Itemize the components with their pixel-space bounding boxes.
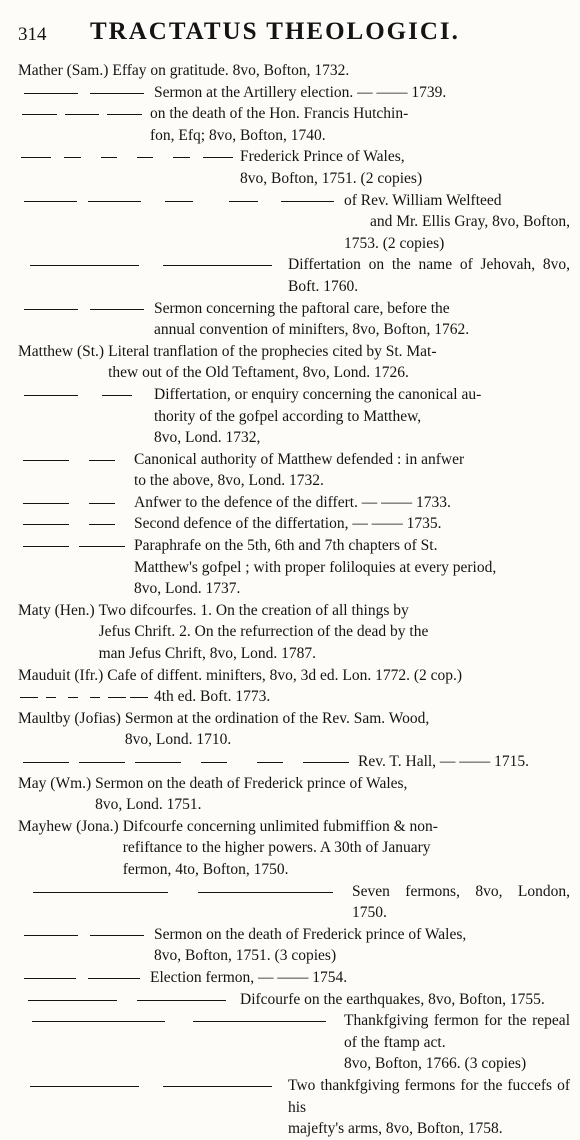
entry-text bbox=[95, 773, 570, 816]
ditto-rule-line bbox=[24, 201, 77, 202]
catalogue-entry bbox=[18, 146, 570, 189]
ditto-rule bbox=[18, 535, 130, 555]
entry-text bbox=[288, 254, 570, 297]
catalogue-entry bbox=[18, 190, 570, 255]
catalogue-entry bbox=[18, 600, 570, 665]
author-heading: Matthew (St.) bbox=[18, 342, 105, 360]
running-title: TRACTATUS THEOLOGICI. bbox=[90, 18, 460, 45]
entry-text bbox=[134, 492, 570, 514]
entry-line: Cafe of diffent. minifters, 8vo, 3d ed. Lon. 1772. (2 cop.) bbox=[107, 666, 463, 684]
entry-text bbox=[154, 298, 570, 341]
entry-line: Sermon on the death of Frederick prince of Wales, bbox=[95, 774, 408, 792]
ditto-rule-line bbox=[24, 935, 78, 936]
catalogue-entry bbox=[18, 967, 570, 989]
entry-text bbox=[134, 513, 570, 535]
entry-line: 8vo, Lond. 1737. bbox=[134, 580, 241, 598]
entry-line: on the death of the Hon. Francis Hutchin- bbox=[150, 105, 409, 123]
ditto-rule-line bbox=[165, 201, 194, 202]
entry-line: 8vo, Lond. 1751. bbox=[95, 796, 202, 814]
ditto-rule-line bbox=[23, 524, 69, 525]
catalogue-entry bbox=[18, 535, 570, 600]
ditto-rule-line bbox=[88, 978, 140, 979]
ditto-rule-line bbox=[257, 762, 282, 763]
catalogue-entry bbox=[18, 103, 570, 146]
entry-text bbox=[344, 1010, 570, 1075]
entry-line: man Jefus Chrift, 8vo, Lond. 1787. bbox=[98, 645, 317, 663]
entry-line: Canonical authority of Matthew defended : in anfwer bbox=[134, 450, 465, 468]
ditto-rule-line bbox=[21, 157, 51, 158]
entry-text bbox=[107, 665, 570, 687]
ditto-rule bbox=[18, 686, 150, 706]
ditto-rule-line bbox=[101, 157, 117, 158]
ditto-rule bbox=[18, 103, 146, 123]
ditto-rule-line bbox=[203, 157, 233, 158]
catalogue-entry bbox=[18, 1010, 570, 1075]
catalogue-entry bbox=[18, 881, 570, 924]
ditto-rule bbox=[18, 924, 150, 944]
entry-line: Frederick Prince of Wales, bbox=[240, 148, 405, 166]
catalogue-entry bbox=[18, 773, 570, 816]
entry-text bbox=[154, 384, 570, 449]
author-heading: Mather (Sam.) bbox=[18, 62, 109, 79]
entry-line: thority of the gofpel according to Matthew, bbox=[154, 407, 422, 425]
ditto-rule-line bbox=[23, 762, 69, 763]
ditto-rule-line bbox=[22, 114, 57, 115]
author-heading: Mayhew (Jona.) bbox=[18, 817, 119, 835]
ditto-rule-line bbox=[137, 157, 153, 158]
entry-line: Differtation, or enquiry concerning the canonical au- bbox=[154, 385, 482, 403]
ditto-rule bbox=[18, 1010, 340, 1030]
entry-line: Anfwer to the defence of the differt. — —— 1733. bbox=[134, 493, 451, 511]
ditto-rule-line bbox=[229, 201, 258, 202]
catalogue-entry bbox=[18, 989, 570, 1011]
ditto-rule bbox=[18, 513, 130, 533]
ditto-rule-line bbox=[163, 265, 272, 266]
entry-line: Thankfgiving fermon for the repeal of the ftamp act. bbox=[344, 1012, 570, 1051]
entry-line: Second defence of the differtation, — —— 1735. bbox=[134, 515, 442, 533]
catalogue-entry bbox=[18, 1075, 570, 1140]
ditto-rule-line bbox=[89, 460, 114, 461]
entry-line: 8vo, Lond. 1710. bbox=[124, 731, 232, 749]
ditto-rule-line bbox=[24, 395, 78, 396]
entry-text bbox=[154, 924, 570, 967]
ditto-rule bbox=[18, 967, 146, 987]
catalogue-entry bbox=[18, 816, 570, 881]
ditto-rule-line bbox=[46, 697, 56, 698]
entry-line: Election fermon, — —— 1754. bbox=[150, 968, 348, 986]
catalogue-entry bbox=[18, 686, 570, 708]
ditto-rule bbox=[18, 492, 130, 512]
ditto-rule-line bbox=[30, 1086, 139, 1087]
catalogue-entry bbox=[18, 82, 570, 104]
ditto-rule-line bbox=[90, 935, 144, 936]
ditto-rule-line bbox=[32, 1021, 164, 1022]
ditto-rule bbox=[18, 1075, 284, 1095]
entry-text bbox=[134, 449, 570, 492]
ditto-rule bbox=[18, 254, 284, 274]
entry-line: Differtation on the name of Jehovah, 8vo, Boft. 1760. bbox=[288, 256, 570, 295]
ditto-rule-line bbox=[89, 524, 114, 525]
catalogue-entry bbox=[18, 708, 570, 751]
catalogue-entry bbox=[18, 341, 570, 384]
ditto-rule-line bbox=[303, 762, 349, 763]
entry-line: Sermon at the ordination of the Rev. Sam. Wood, bbox=[124, 709, 430, 727]
ditto-rule-line bbox=[198, 892, 333, 893]
catalogue-entries bbox=[18, 60, 570, 1140]
catalogue-entry bbox=[18, 492, 570, 514]
entry-line: Two thankfgiving fermons for the fuccefs of his bbox=[288, 1076, 570, 1116]
entry-line: fon, Efq; 8vo, Bofton, 1740. bbox=[150, 126, 326, 144]
ditto-rule-line bbox=[64, 157, 80, 158]
catalogue-entry bbox=[18, 665, 570, 687]
entry-text bbox=[150, 967, 570, 989]
entry-text bbox=[240, 989, 570, 1011]
ditto-rule bbox=[18, 298, 150, 318]
entry-line: and Mr. Ellis Gray, 8vo, Bofton, 1753. (2 copies) bbox=[344, 213, 570, 252]
entry-text bbox=[358, 751, 570, 773]
ditto-rule-line bbox=[30, 265, 139, 266]
entry-line: 4th ed. Boft. 1773. bbox=[154, 688, 271, 706]
entry-text bbox=[240, 146, 570, 189]
entry-line: 8vo, Bofton, 1751. (3 copies) bbox=[154, 947, 337, 965]
entry-text bbox=[154, 686, 570, 708]
entry-line: to the above, 8vo, Lond. 1732. bbox=[134, 472, 324, 490]
entry-line: thew out of the Old Teftament, 8vo, Lond. 1726. bbox=[108, 364, 409, 382]
entry-line: Seven fermons, 8vo, London, 1750. bbox=[352, 882, 570, 922]
ditto-rule-line bbox=[24, 309, 78, 310]
ditto-rule-line bbox=[108, 697, 126, 698]
catalogue-entry bbox=[18, 254, 570, 297]
ditto-rule-line bbox=[24, 978, 76, 979]
entry-line: 8vo, Bofton, 1751. (2 copies) bbox=[240, 169, 423, 187]
ditto-rule-line bbox=[68, 697, 78, 698]
ditto-rule-line bbox=[88, 201, 141, 202]
entry-text bbox=[112, 60, 570, 82]
ditto-rule-line bbox=[90, 697, 100, 698]
ditto-rule-line bbox=[24, 93, 78, 94]
ditto-rule bbox=[18, 751, 354, 771]
entry-line: fermon, 4to, Bofton, 1750. bbox=[122, 860, 289, 878]
catalogue-entry bbox=[18, 60, 570, 82]
entry-text bbox=[344, 190, 570, 255]
catalogue-entry bbox=[18, 384, 570, 449]
entry-line: of Rev. William Welfteed bbox=[344, 191, 502, 209]
entry-line: Sermon on the death of Frederick prince of Wales, bbox=[154, 925, 467, 943]
entry-line: 8vo, Lond. 1732, bbox=[154, 429, 261, 447]
catalogue-entry bbox=[18, 449, 570, 492]
page-number: 314 bbox=[18, 24, 47, 45]
ditto-rule-line bbox=[107, 114, 142, 115]
ditto-rule bbox=[18, 384, 150, 404]
author-heading: May (Wm.) bbox=[18, 774, 92, 792]
entry-line: Difcourfe concerning unlimited fubmiffion & non- bbox=[122, 817, 438, 835]
ditto-rule-line bbox=[65, 114, 100, 115]
ditto-rule-line bbox=[173, 157, 189, 158]
ditto-rule-line bbox=[23, 546, 69, 547]
ditto-rule bbox=[18, 989, 236, 1009]
entry-text bbox=[288, 1075, 570, 1140]
ditto-rule-line bbox=[33, 892, 168, 893]
ditto-rule-line bbox=[20, 697, 38, 698]
ditto-rule-line bbox=[281, 201, 334, 202]
catalogue-entry bbox=[18, 924, 570, 967]
ditto-rule-line bbox=[90, 309, 144, 310]
ditto-rule-line bbox=[23, 460, 69, 461]
entry-text bbox=[134, 535, 570, 600]
catalogue-entry bbox=[18, 513, 570, 535]
ditto-rule-line bbox=[79, 762, 125, 763]
ditto-rule bbox=[18, 449, 130, 469]
ditto-rule-line bbox=[90, 93, 144, 94]
entry-text bbox=[99, 600, 570, 665]
entry-line: 8vo, Bofton, 1766. (3 copies) bbox=[344, 1055, 527, 1073]
ditto-rule bbox=[18, 190, 340, 210]
author-heading: Mauduit (Ifr.) bbox=[18, 666, 104, 684]
ditto-rule bbox=[18, 82, 150, 102]
ditto-rule-line bbox=[130, 697, 148, 698]
page-header bbox=[18, 14, 568, 46]
entry-line: Effay on gratitude. 8vo, Bofton, 1732. bbox=[112, 62, 350, 79]
entry-line: Matthew's gofpel ; with proper foliloquies at every period, bbox=[134, 558, 497, 576]
entry-text bbox=[150, 103, 570, 146]
entry-line: majefty's arms, 8vo, Bofton, 1758. bbox=[288, 1120, 503, 1138]
entry-text bbox=[352, 881, 570, 924]
entry-text bbox=[108, 341, 570, 384]
catalogue-entry bbox=[18, 298, 570, 341]
entry-text bbox=[123, 816, 570, 881]
ditto-rule bbox=[18, 146, 236, 166]
entry-text bbox=[125, 708, 570, 751]
ditto-rule-line bbox=[135, 762, 181, 763]
ditto-rule-line bbox=[89, 503, 114, 504]
entry-text bbox=[154, 82, 570, 104]
catalogue-entry bbox=[18, 751, 570, 773]
ditto-rule-line bbox=[193, 1021, 325, 1022]
ditto-rule-line bbox=[163, 1086, 272, 1087]
entry-line: Sermon concerning the paftoral care, before the bbox=[154, 299, 450, 317]
entry-line: annual convention of minifters, 8vo, Bofton, 1762. bbox=[154, 321, 470, 339]
entry-line: Rev. T. Hall, — —— 1715. bbox=[358, 753, 530, 770]
entry-line: Paraphrafe on the 5th, 6th and 7th chapters of St. bbox=[134, 537, 438, 555]
ditto-rule-line bbox=[79, 546, 125, 547]
entry-line: Difcourfe on the earthquakes, 8vo, Bofton, 1755. bbox=[240, 990, 545, 1008]
entry-line: Two difcourfes. 1. On the creation of all things by bbox=[98, 601, 409, 619]
entry-line: Literal tranflation of the prophecies cited by St. Mat- bbox=[108, 342, 437, 360]
author-heading: Maultby (Jofias) bbox=[18, 709, 121, 727]
ditto-rule-line bbox=[23, 503, 69, 504]
ditto-rule bbox=[18, 881, 348, 901]
entry-line: Sermon at the Artillery election. — —— 1739. bbox=[154, 83, 447, 101]
entry-line: refiftance to the higher powers. A 30th of January bbox=[122, 839, 431, 857]
ditto-rule-line bbox=[102, 395, 132, 396]
entry-line: Jefus Chrift. 2. On the refurrection of the dead by the bbox=[98, 623, 429, 641]
author-heading: Maty (Hen.) bbox=[18, 601, 95, 619]
ditto-rule-line bbox=[201, 762, 226, 763]
